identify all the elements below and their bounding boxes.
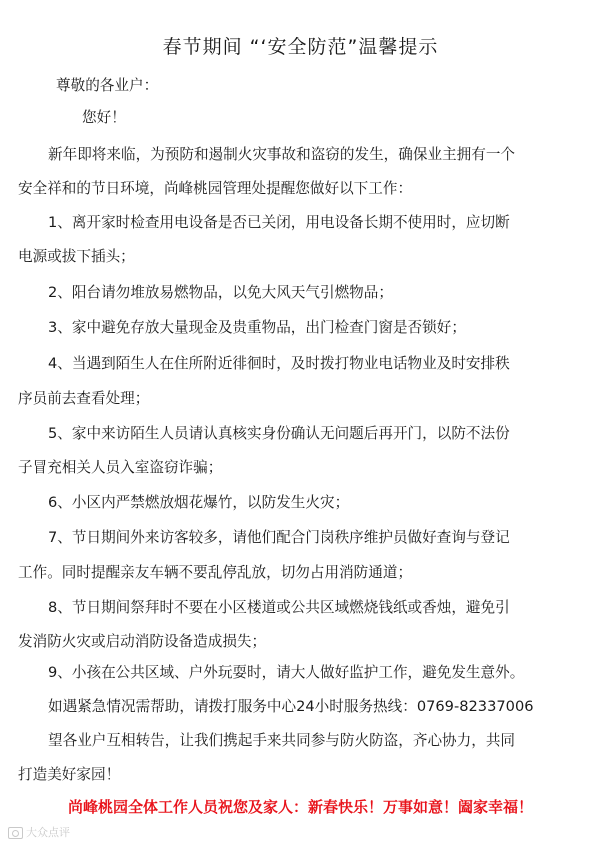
item-8-line-2: 发消防火灾或启动消防设备造成损失； xyxy=(18,633,267,650)
item-5-line-1: 5、家中来访陌生人员请认真核实身份确认无问题后再开门，以防不法份 xyxy=(48,425,510,442)
watermark xyxy=(8,826,70,840)
closing-line-2: 打造美好家园！ xyxy=(18,766,121,783)
notice-title: 春节期间 “‘安全防范”温馨提示 xyxy=(162,36,439,58)
item-5-line-2: 子冒充相关人员入室盗窃诈骗； xyxy=(18,459,223,476)
salutation: 尊敬的各业户： xyxy=(56,77,159,94)
item-1-line-1: 1、离开家时检查用电设备是否已关闭，用电设备长期不使用时，应切断 xyxy=(48,214,510,231)
item-4-line-2: 序员前去查看处理； xyxy=(18,390,150,407)
item-4-line-1: 4、当遇到陌生人在住所附近徘徊时，及时拨打物业电话物业及时安排秩 xyxy=(48,355,510,372)
item-3: 3、家中避免存放大量现金及贵重物品，出门检查门窗是否锁好； xyxy=(48,319,466,336)
watermark-text: 大众点评 xyxy=(26,826,70,839)
greeting: 您好！ xyxy=(82,109,126,126)
new-year-wishes: 尚峰桃园全体工作人员祝您及家人：新春快乐！万事如意！阖家幸福！ xyxy=(67,798,533,816)
item-8-line-1: 8、节日期间祭拜时不要在小区楼道或公共区域燃烧钱纸或香烛，避免引 xyxy=(48,599,510,616)
emergency-hotline: 如遇紧急情况需帮助，请拨打服务中心24小时服务热线：0769-82337006 xyxy=(48,698,534,715)
camera-icon xyxy=(8,827,23,839)
intro-line-1: 新年即将来临，为预防和遏制火灾事故和盗窃的发生，确保业主拥有一个 xyxy=(48,146,516,163)
item-1-line-2: 电源或拔下插头； xyxy=(18,248,135,265)
item-7-line-2: 工作。同时提醒亲友车辆不要乱停乱放，切勿占用消防通道； xyxy=(18,564,413,581)
item-6: 6、小区内严禁燃放烟花爆竹，以防发生火灾； xyxy=(48,494,350,511)
intro-line-2: 安全祥和的节日环境，尚峰桃园管理处提醒您做好以下工作： xyxy=(18,180,413,197)
closing-line-1: 望各业户互相转告，让我们携起手来共同参与防火防盗，齐心协力，共同 xyxy=(48,732,516,749)
item-2: 2、阳台请勿堆放易燃物品，以免大风天气引燃物品； xyxy=(48,284,393,301)
item-9: 9、小孩在公共区域、户外玩耍时，请大人做好监护工作，避免发生意外。 xyxy=(48,664,525,681)
item-7-line-1: 7、节日期间外来访客较多，请他们配合门岗秩序维护员做好查询与登记 xyxy=(48,529,510,546)
